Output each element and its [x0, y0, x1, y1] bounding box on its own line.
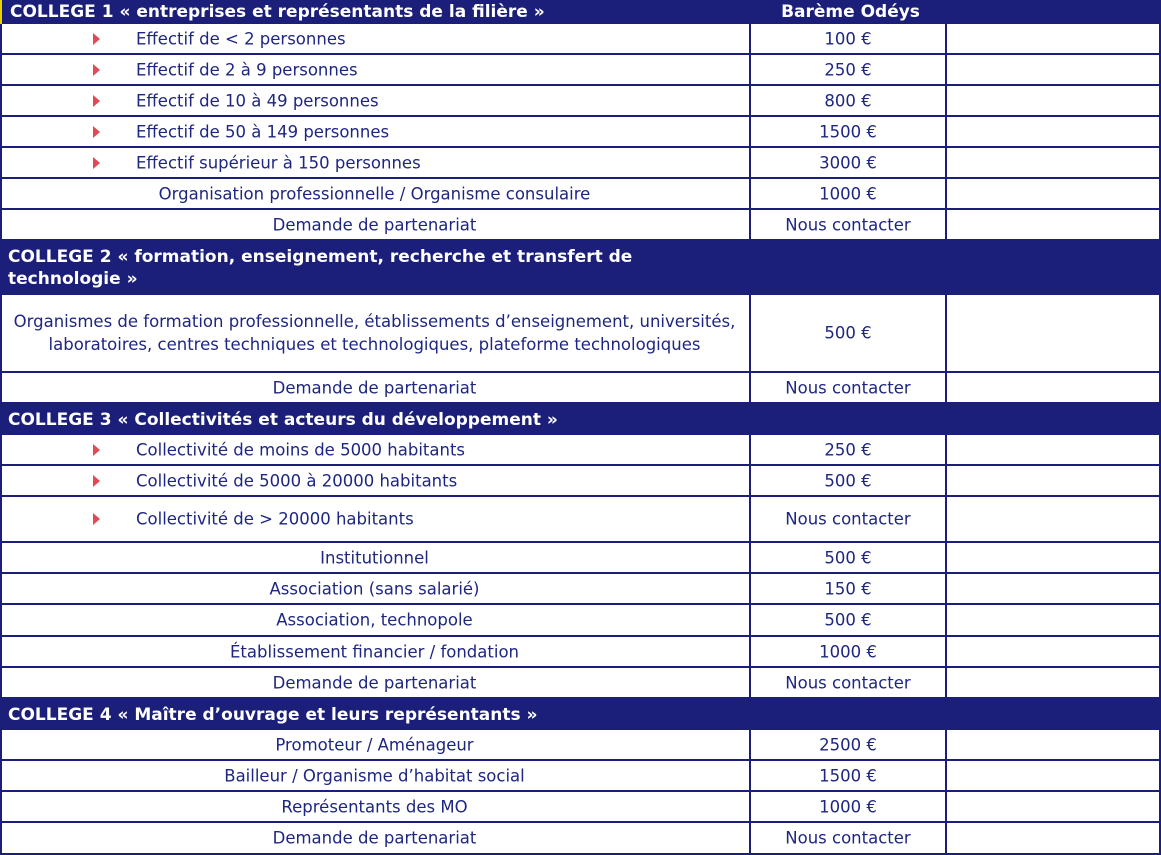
row-label: Organismes de formation professionnelle, établissements d’enseignement, universités, laboratoires, centres techniques et technologiques, plateforme technologiques — [13, 312, 736, 354]
row-label: Représentants des MO — [281, 797, 468, 816]
bullet-arrow-icon — [93, 444, 100, 456]
row-price: Nous contacter — [785, 378, 911, 397]
row-label: Demande de partenariat — [272, 378, 477, 397]
table-row — [0, 117, 1161, 148]
table-row — [0, 466, 1161, 497]
row-price: 1500 € — [819, 122, 877, 141]
row-label: Effectif supérieur à 150 personnes — [136, 153, 421, 172]
row-price: Nous contacter — [785, 673, 911, 692]
row-label: Effectif de 50 à 149 personnes — [136, 122, 390, 141]
row-price: 3000 € — [819, 153, 877, 172]
row-label: Collectivité de 5000 à 20000 habitants — [136, 471, 458, 490]
bareme-column-header: Barème Odéys — [781, 2, 920, 22]
row-price: 100 € — [824, 29, 872, 48]
row-price: Nous contacter — [785, 828, 911, 848]
college-2-title: COLLEGE 2 « formation, enseignement, recherche et transfert de technologie » — [8, 247, 633, 289]
row-price: 1000 € — [819, 642, 877, 661]
table-row — [0, 295, 1161, 373]
bullet-arrow-icon — [93, 64, 100, 76]
row-label: Demande de partenariat — [272, 673, 477, 692]
row-label: Promoteur / Aménageur — [275, 735, 474, 754]
empty-cell — [947, 823, 1161, 853]
row-price: 500 € — [824, 548, 872, 567]
row-label: Effectif de 10 à 49 personnes — [136, 91, 379, 110]
empty-cell — [947, 210, 1161, 239]
table-row — [0, 86, 1161, 117]
table-row — [0, 823, 1161, 855]
bullet-arrow-icon — [93, 33, 100, 45]
row-price: Nous contacter — [785, 215, 911, 234]
empty-cell — [947, 466, 1161, 495]
empty-cell — [947, 24, 1161, 53]
row-price: 250 € — [824, 60, 872, 79]
college-4-header — [0, 699, 1161, 730]
row-label: Demande de partenariat — [272, 828, 477, 848]
bullet-arrow-icon — [93, 95, 100, 107]
table-row — [0, 373, 1161, 404]
empty-cell — [947, 668, 1161, 697]
row-label: Collectivité de > 20000 habitants — [136, 509, 414, 529]
row-price: 150 € — [824, 579, 872, 598]
empty-cell — [947, 295, 1161, 371]
bullet-arrow-icon — [93, 126, 100, 138]
table-row — [0, 179, 1161, 210]
empty-cell — [947, 792, 1161, 821]
table-row — [0, 148, 1161, 179]
row-label: Institutionnel — [320, 548, 429, 567]
row-label: Établissement financier / fondation — [230, 642, 519, 661]
bullet-arrow-icon — [93, 475, 100, 487]
table-row — [0, 637, 1161, 668]
row-price: 1000 € — [819, 184, 877, 203]
empty-cell — [947, 497, 1161, 541]
table-row — [0, 605, 1161, 637]
row-price: 2500 € — [819, 735, 877, 754]
empty-cell — [947, 605, 1161, 635]
empty-cell — [947, 55, 1161, 84]
row-price: 500 € — [824, 323, 872, 343]
table-row — [0, 497, 1161, 543]
row-label: Organisation professionnelle / Organisme consulaire — [158, 184, 591, 203]
table-row — [0, 435, 1161, 466]
college-2-header — [0, 241, 1161, 295]
empty-cell — [947, 637, 1161, 666]
table-row — [0, 210, 1161, 241]
row-price: 500 € — [824, 610, 872, 630]
empty-cell — [947, 574, 1161, 603]
empty-cell — [947, 730, 1161, 759]
row-label: Demande de partenariat — [272, 215, 477, 234]
row-label: Bailleur / Organisme d’habitat social — [224, 766, 525, 785]
row-label: Association, technopole — [276, 610, 473, 630]
table-row — [0, 792, 1161, 823]
row-price: 250 € — [824, 440, 872, 459]
row-price: 800 € — [824, 91, 872, 110]
college-1-header — [0, 0, 1161, 24]
table-row — [0, 730, 1161, 761]
table-row — [0, 543, 1161, 574]
row-price: Nous contacter — [785, 509, 911, 529]
empty-cell — [947, 761, 1161, 790]
empty-cell — [947, 543, 1161, 572]
table-row — [0, 668, 1161, 699]
table-row — [0, 574, 1161, 605]
college-4-title: COLLEGE 4 « Maître d’ouvrage et leurs représentants » — [8, 704, 538, 725]
table-row — [0, 55, 1161, 86]
empty-cell — [947, 435, 1161, 464]
row-price: 500 € — [824, 471, 872, 490]
empty-cell — [947, 117, 1161, 146]
bullet-arrow-icon — [93, 513, 100, 525]
empty-cell — [947, 373, 1161, 402]
row-price: 1500 € — [819, 766, 877, 785]
empty-cell — [947, 86, 1161, 115]
table-row — [0, 761, 1161, 792]
row-label: Association (sans salarié) — [269, 579, 480, 598]
row-label: Effectif de < 2 personnes — [136, 29, 346, 48]
table-row — [0, 24, 1161, 55]
college-1-title: COLLEGE 1 « entreprises et représentants de la filière » — [10, 2, 545, 22]
empty-cell — [947, 148, 1161, 177]
college-3-title: COLLEGE 3 « Collectivités et acteurs du développement » — [8, 409, 558, 430]
bullet-arrow-icon — [93, 157, 100, 169]
row-label: Effectif de 2 à 9 personnes — [136, 60, 358, 79]
empty-cell — [947, 179, 1161, 208]
row-price: 1000 € — [819, 797, 877, 816]
college-3-header — [0, 404, 1161, 435]
row-label: Collectivité de moins de 5000 habitants — [136, 440, 466, 459]
